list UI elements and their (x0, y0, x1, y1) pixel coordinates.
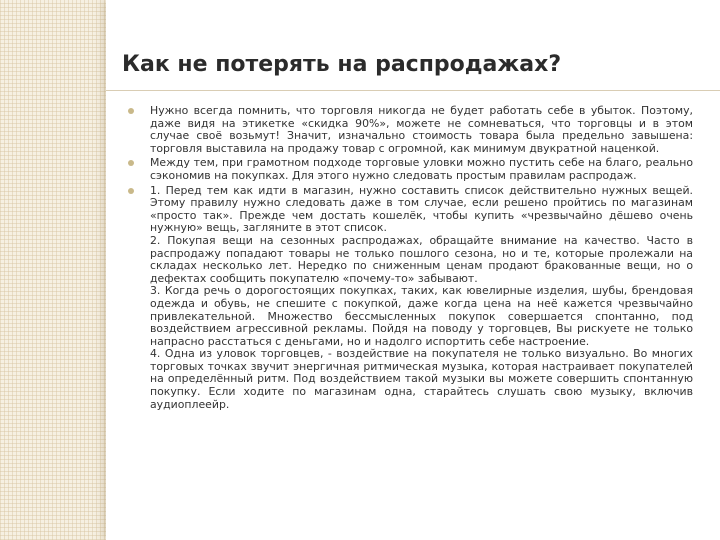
bullet-marker-icon (128, 188, 134, 194)
rule-paragraph-3: 3. Когда речь о дорогостоящих покупках, таких, как ювелирные изделия, шубы, брендовая одежда и обувь, не спешите с покупкой, даже когда цена на неё кажется чрезвычайно привлекательной. Множество бессмысленных покупок совершается спонтанно, под воздействием агрессивной рекламы. Пойдя на поводу у торговцев, Вы рискуете не только напрасно расстаться с деньгами, но и надолго испортить себе настроение. (150, 284, 693, 348)
bullet-list (150, 105, 693, 413)
bullet-marker-icon (128, 108, 134, 114)
slide-title: Как не потерять на распродажах? (122, 52, 562, 77)
bullet-item-2 (150, 157, 693, 182)
bullet-item-3 (150, 185, 693, 412)
rule-paragraph-2: 2. Покупая вещи на сезонных распродажах, обращайте внимание на качество. Часто в распродажу попадают товары не только пошлого сезона, но и те, которые пролежали на складах несколько лет. Нередко по сниженным ценам продают бракованные вещи, но о дефектах сообщить покупателю «почему-то» забывают. (150, 233, 693, 285)
rule-paragraph-1: 1. Перед тем как идти в магазин, нужно составить список действительно нужных вещей. Этому правилу нужно следовать даже в том случае, если решено пройтись по магазинам «просто так». Прежде чем достать кошелёк, чтобы купить «чрезвычайно дёшево очень нужную» вещь, загляните в этот список. (150, 183, 693, 235)
bullet-item-1 (150, 105, 693, 155)
bullet-paragraph: Нужно всегда помнить, что торговля никогда не будет работать себе в убыток. Поэтому, даже видя на этикетке «скидка 90%», можете не сомневаться, что торговцы и в этом случае своё возьмут! Значит, изначально стоимость товара была предельно завышена: торговля выставила на продажу товар с огромной, как минимум двукратной наценкой. (150, 104, 693, 155)
rule-paragraph-4: 4. Одна из уловок торговцев, - воздействие на покупателя не только визуально. Во многих торговых точках звучит энергичная ритмическая музыка, которая настраивает покупателей на определённый ритм. Под воздействием такой музыки вы можете совершить спонтанную покупку. Если ходите по магазинам одна, старайтесь слушать свою музыку, включив аудиоплеейр. (150, 347, 693, 411)
title-divider (106, 90, 720, 91)
bullet-paragraph: Между тем, при грамотном подходе торговые уловки можно пустить себе на благо, реально сэкономив на покупках. Для этого нужно следовать простым правилам распродаж. (150, 156, 693, 182)
